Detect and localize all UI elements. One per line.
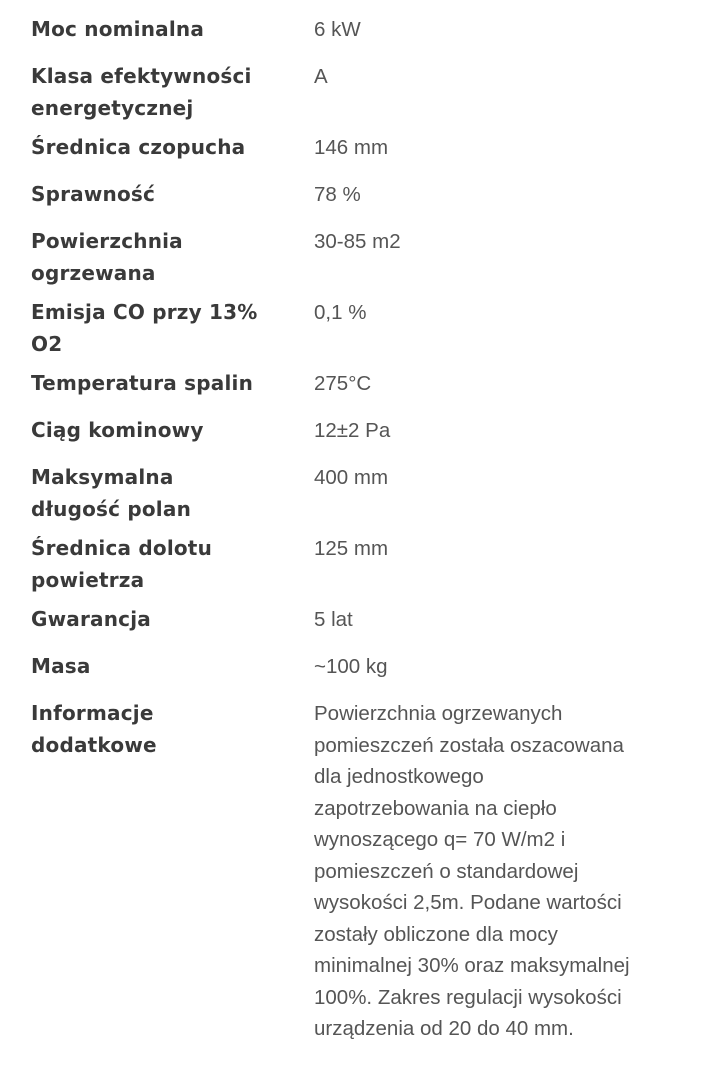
spec-value: Powierzchnia ogrzewanych pomieszczeń została oszacowana dla jednostkowego zapotrzebowania na ciepło wynoszącego q= 70 W/m2 i pomieszczeń o standardowej wysokości 2,5m. Podane wartości zostały obliczone dla mocy minimalnej 30% oraz maksymalnej 100%. Zakres regulacji wysokości urządzenia od 20 do 40 mm. [314,702,630,1040]
spec-label: Maksymalna długość polan [31,465,192,521]
spec-label: Powierzchnia ogrzewana [31,229,183,285]
spec-value: 5 lat [314,608,353,631]
spec-label: Średnica czopucha [31,135,246,159]
spec-value: 400 mm [314,466,389,489]
spec-label: Emisja CO przy 13% O2 [31,300,258,356]
spec-value: ~100 kg [314,655,388,678]
spec-label: Masa [31,654,91,678]
spec-label: Informacje dodatkowe [31,701,157,757]
spec-value: 6 kW [314,18,361,41]
spec-label: Ciąg kominowy [31,418,204,442]
spec-label: Temperatura spalin [31,371,254,395]
spec-label: Średnica dolotu powietrza [31,536,213,592]
spec-label: Sprawność [31,182,156,206]
spec-value: 78 % [314,183,361,206]
spec-value: A [314,65,328,88]
spec-value: 0,1 % [314,301,367,324]
spec-label: Klasa efektywności energetycznej [31,64,252,120]
spec-value: 12±2 Pa [314,419,391,442]
spec-value: 146 mm [314,136,389,159]
spec-value: 275°C [314,372,372,395]
spec-label: Moc nominalna [31,17,205,41]
spec-value: 30-85 m2 [314,230,401,253]
spec-value: 125 mm [314,537,389,560]
spec-label: Gwarancja [31,607,151,631]
